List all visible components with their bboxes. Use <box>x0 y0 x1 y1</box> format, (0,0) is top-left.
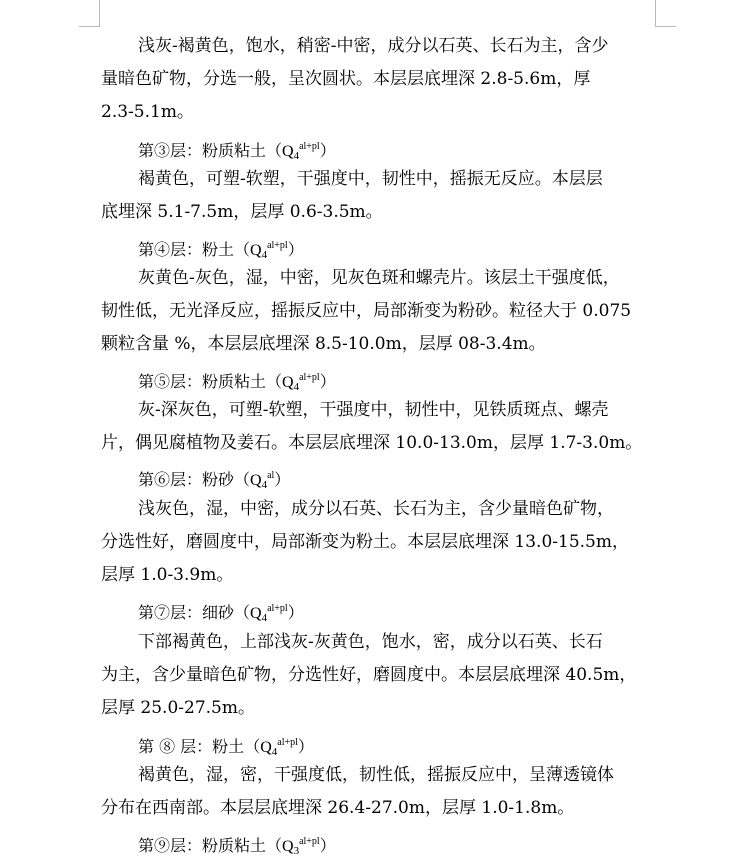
body-text-line: 分选性好，磨圆度中，局部渐变为粉土。本层层底埋深 13.0-15.5m， <box>101 532 629 552</box>
geologic-age-superscript: al+pl <box>267 240 288 251</box>
geologic-age-subscript: 3 <box>293 845 300 857</box>
geologic-age-open: （Q <box>266 143 294 160</box>
geologic-age-superscript: al+pl <box>299 836 320 847</box>
geologic-age-superscript: al+pl <box>267 603 288 614</box>
geologic-age <box>234 605 304 622</box>
geologic-age <box>266 143 336 160</box>
body-text-line: 下部褐黄色，上部浅灰-灰黄色，饱水，密，成分以石英、长石 <box>138 632 603 652</box>
geologic-age-subscript: 4 <box>261 249 268 261</box>
geologic-age-open: （Q <box>244 739 272 756</box>
geologic-age-close: ） <box>287 242 304 259</box>
geologic-age-superscript: al+pl <box>299 141 320 152</box>
geologic-age-open: （Q <box>234 242 262 259</box>
geologic-age <box>244 739 314 756</box>
body-text-line: 浅灰色，湿，中密，成分以石英、长石为主，含少量暗色矿物， <box>138 499 614 519</box>
body-text-line: 层厚 25.0-27.5m。 <box>101 698 255 718</box>
geologic-age <box>266 838 336 855</box>
body-text-line: 颗粒含量 %，本层层底埋深 8.5-10.0m，层厚 08-3.4m。 <box>101 334 546 354</box>
body-text-line: 量暗色矿物，分选一般，呈次圆状。本层层底埋深 2.8-5.6m，厚 <box>101 69 591 89</box>
layer-heading-label: 第③层：粉质粘土 <box>138 141 267 160</box>
layer-heading <box>138 137 336 166</box>
geologic-age <box>266 374 336 391</box>
layer-heading-label: 第⑦层：细砂 <box>138 603 235 622</box>
geologic-age-open: （Q <box>234 472 262 489</box>
layer-heading-label: 第⑤层：粉质粘土 <box>138 372 267 391</box>
geologic-age-subscript: 4 <box>261 479 268 491</box>
geologic-age-subscript: 4 <box>293 381 300 393</box>
layer-heading-label: 第 ⑧ 层：粉土 <box>138 737 245 756</box>
geologic-age-close: ） <box>297 739 314 756</box>
geologic-age-close: ） <box>319 838 336 855</box>
body-text-line: 褐黄色，湿，密，干强度低，韧性低，摇振反应中，呈薄透镜体 <box>138 765 614 785</box>
geologic-age <box>234 472 290 489</box>
body-text-line: 为主，含少量暗色矿物，分选性好，磨圆度中。本层层底埋深 40.5m， <box>101 665 637 685</box>
page-corner-mark-left <box>79 0 100 27</box>
body-text-line: 层厚 1.0-3.9m。 <box>101 565 234 585</box>
body-text-line: 底埋深 5.1-7.5m，层厚 0.6-3.5m。 <box>101 202 383 222</box>
layer-heading <box>138 466 290 495</box>
geologic-age-close: ） <box>287 605 304 622</box>
geologic-age-superscript: al <box>267 470 275 481</box>
body-text-line: 2.3-5.1m。 <box>101 102 194 122</box>
geologic-age-superscript: al+pl <box>299 372 320 383</box>
body-text-line: 浅灰-褐黄色，饱水，稍密-中密，成分以石英、长石为主，含少 <box>138 36 609 56</box>
geologic-age-close: ） <box>319 374 336 391</box>
layer-heading <box>138 832 336 861</box>
geologic-age-subscript: 4 <box>261 612 268 624</box>
layer-heading-label: 第⑨层：粉质粘土 <box>138 836 267 855</box>
body-text-line: 灰黄色-灰色，湿，中密，见灰色斑和螺壳片。该层土干强度低， <box>138 268 620 288</box>
geologic-age-close: ） <box>319 143 336 160</box>
geologic-age-close: ） <box>274 472 291 489</box>
layer-heading-label: 第⑥层：粉砂 <box>138 470 235 489</box>
layer-heading <box>138 733 314 762</box>
geologic-age-subscript: 4 <box>293 150 300 162</box>
page-corner-mark-right <box>655 0 676 27</box>
body-text-line: 灰-深灰色，可塑-软塑，干强度中，韧性中，见铁质斑点、螺壳 <box>138 400 609 420</box>
layer-heading-label: 第④层：粉土 <box>138 240 235 259</box>
geologic-age <box>234 242 304 259</box>
geologic-age-open: （Q <box>234 605 262 622</box>
body-text-line: 韧性低，无光泽反应，摇振反应中，局部渐变为粉砂。粒径大于 0.075 <box>101 301 632 321</box>
geologic-age-open: （Q <box>266 374 294 391</box>
body-text-line: 褐黄色，可塑-软塑，干强度中，韧性中，摇振无反应。本层层 <box>138 169 603 189</box>
layer-heading <box>138 236 304 265</box>
geologic-age-subscript: 4 <box>271 746 278 758</box>
layer-heading <box>138 599 304 628</box>
body-text-line: 片，偶见腐植物及姜石。本层层底埋深 10.0-13.0m，层厚 1.7-3.0m。 <box>101 433 643 453</box>
body-text-line: 分布在西南部。本层层底埋深 26.4-27.0m，层厚 1.0-1.8m。 <box>101 798 575 818</box>
layer-heading <box>138 368 336 397</box>
geologic-age-superscript: al+pl <box>277 737 298 748</box>
geologic-age-open: （Q <box>266 838 294 855</box>
